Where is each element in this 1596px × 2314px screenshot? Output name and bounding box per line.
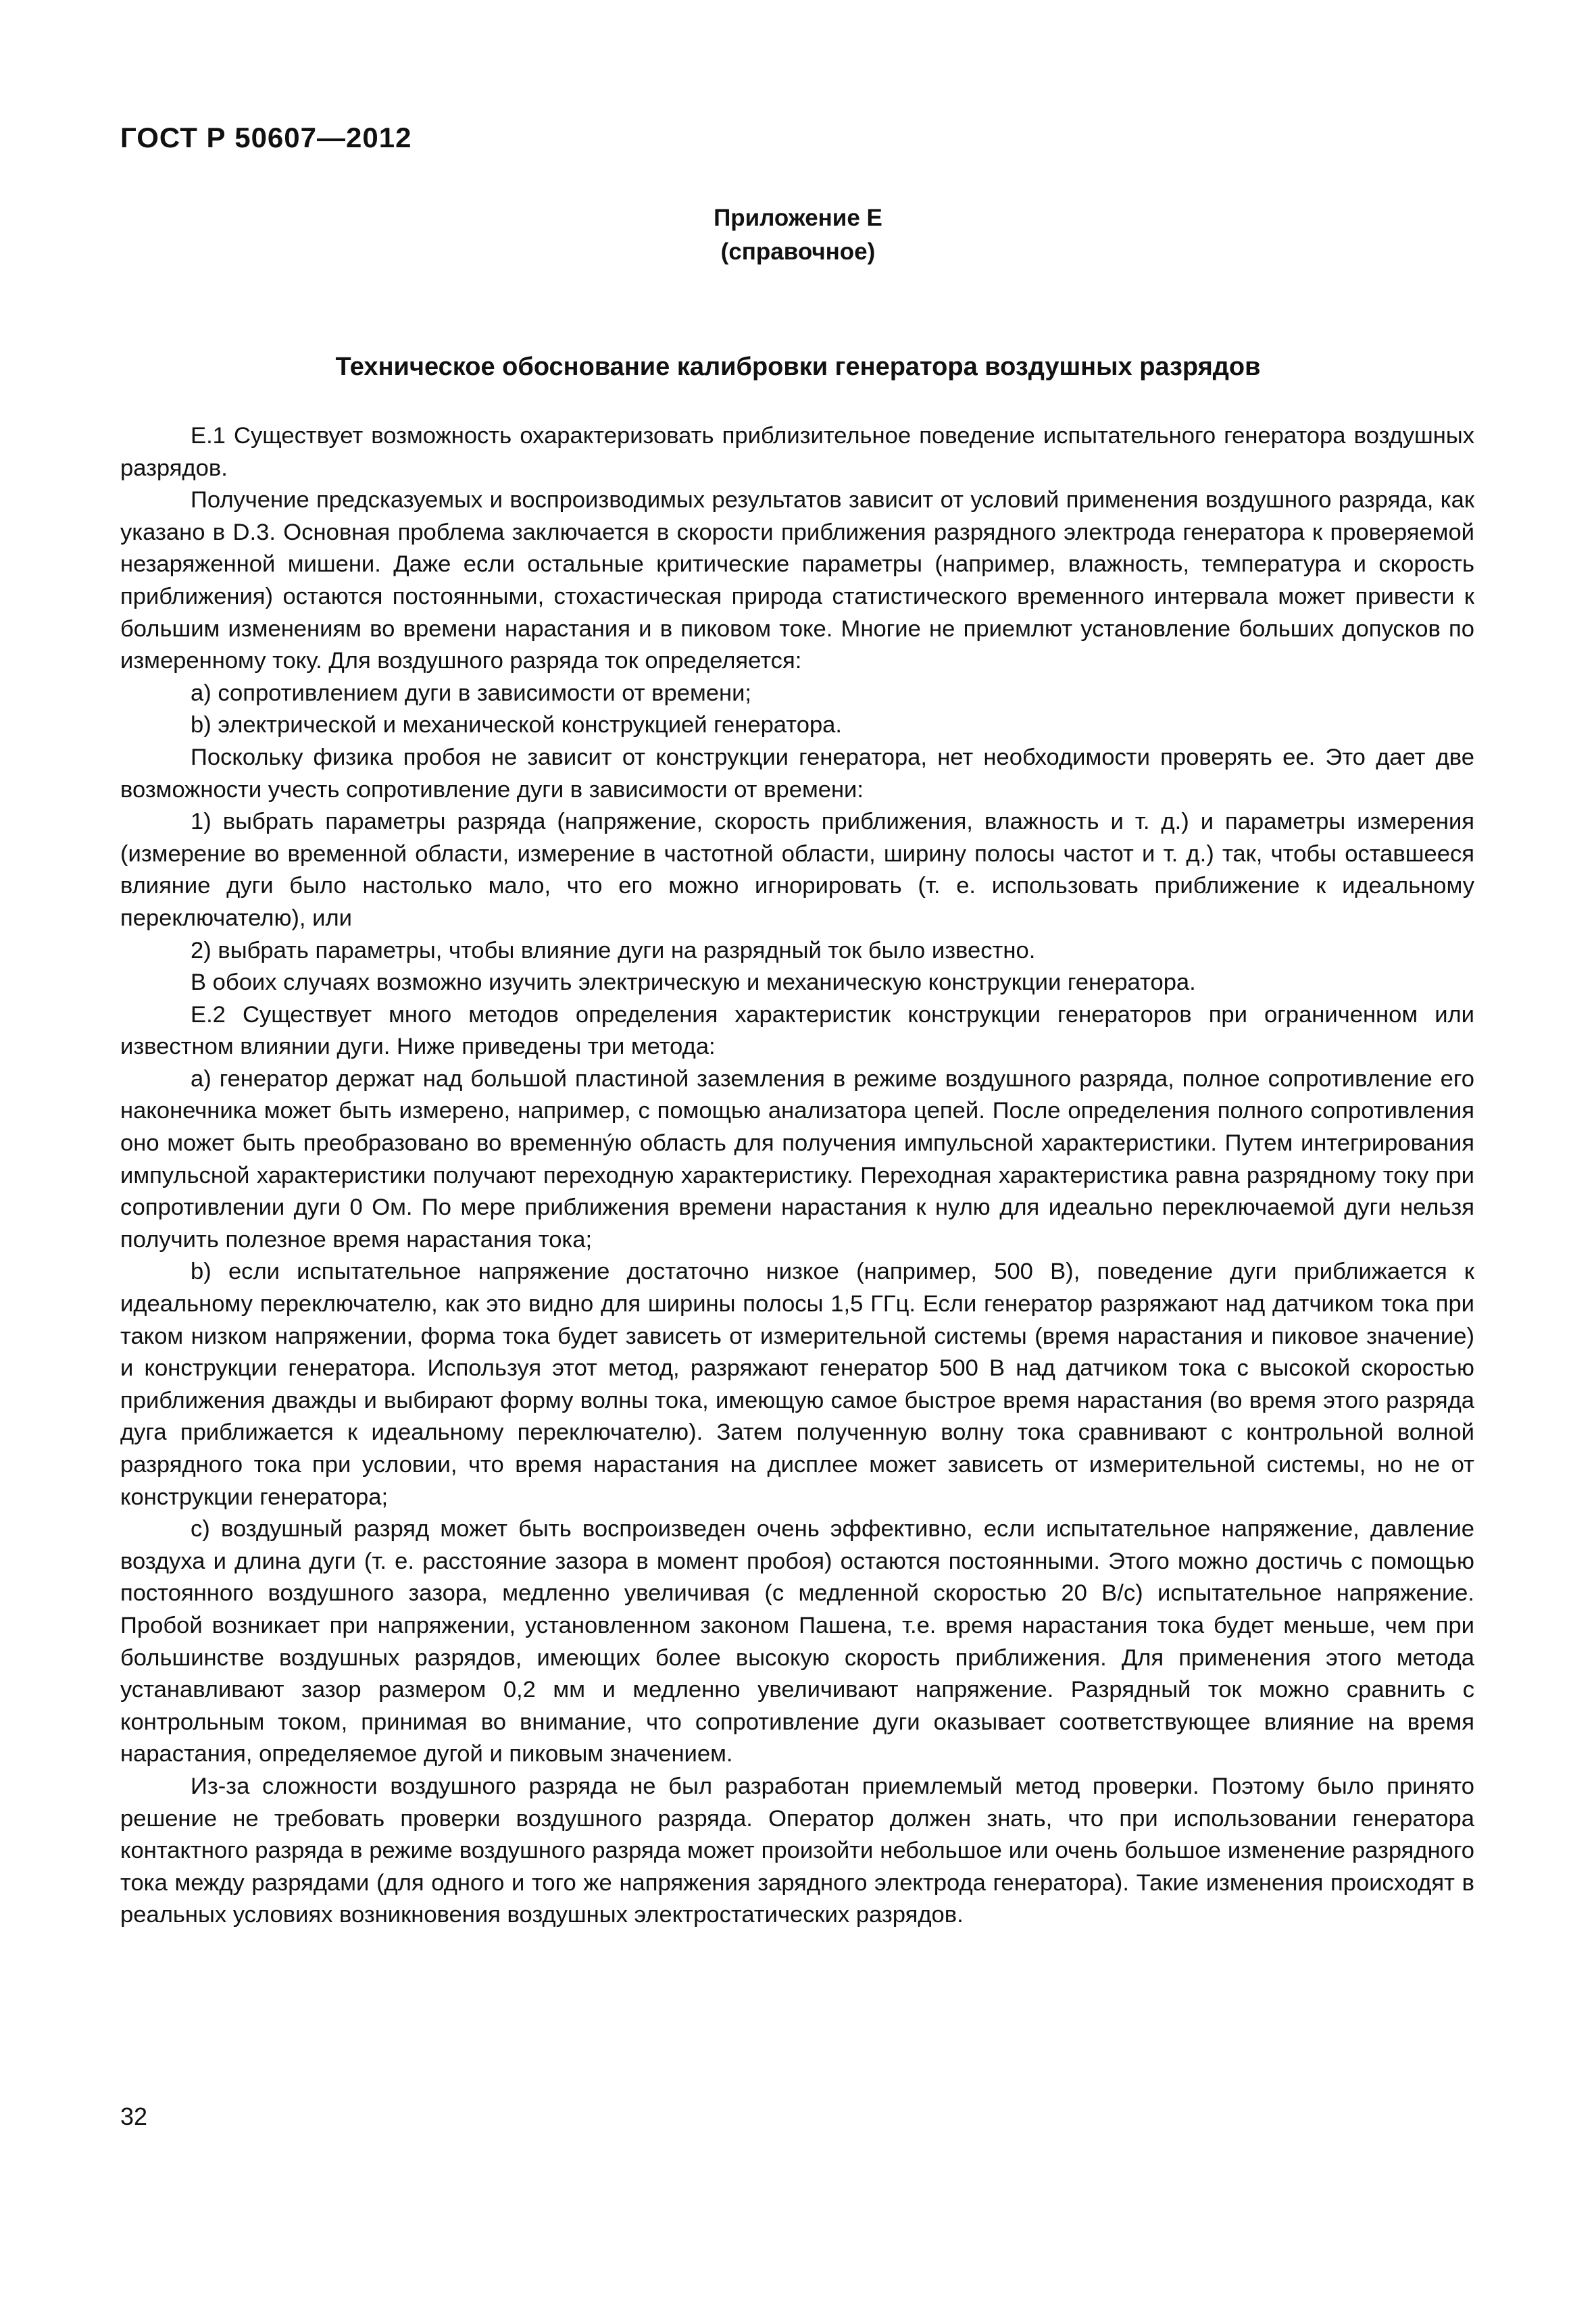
paragraph-conclusion: Из-за сложности воздушного разряда не был разработан приемлемый метод проверки. Поэтому было принято решение не требовать проверки воздушного разряда. Оператор должен знать, что при использовании генератора контактного разряда в режиме воздушного разряда может произойти небольшое или очень большое изменение разрядного тока между разрядами (для одного и того же напряжения зарядного электрода генератора). Такие изменения происходят в реальных условиях возникновения воздушных электростатических разрядов. (120, 1773, 1474, 1928)
section-title: Техническое обоснование калибровки генератора воздушных разрядов (335, 353, 1261, 381)
paragraph-conditions: Получение предсказуемых и воспроизводимых результатов зависит от условий применения воздушного разряда, как указано в D.3. Основная проблема заключается в скорости приближения разрядного электрода генератора к проверяемой незаряженной мишени. Даже если остальные критические параметры (например, влажность, температура и скорость приближения) остаются постоянными, стохастическая природа статистического временного интервала может привести к большим изменениям во времени нарастания и в пиковом токе. Многие не приемлют установление больших допусков по измеренному току. Для воздушного разряда ток определяется: (120, 487, 1474, 674)
page-number: 32 (120, 2103, 148, 2130)
paragraph-physics: Поскольку физика пробоя не зависит от конструкции генератора, нет необходимости проверять ее. Это дает две возможности учесть сопротивление дуги в зависимости от времени: (120, 744, 1474, 803)
method-c: c) воздушный разряд может быть воспроизведен очень эффективно, если испытательное напряжение, давление воздуха и длина дуги (т. е. расстояние зазора в момент пробоя) остаются постоянными. Этого можно достичь с помощью постоянного воздушного зазора, медленно увеличивая (с медленной скоростью 20 В/с) испытательное напряжение. Пробой возникает при напряжении, установленном законом Пашена, т.е. время нарастания тока будет меньше, чем при большинстве воздушных разрядов, имеющих более высокую скорость приближения. Для применения этого метода устанавливают зазор размером 0,2 мм и медленно увеличивают напряжение. Разрядный ток можно сравнить с контрольным током, принимая во внимание, что сопротивление дуги оказывает соответствующее влияние на время нарастания, определяемое дугой и пиковым значением. (120, 1516, 1474, 1767)
list-item-b-generator-design: b) электрической и механической конструкцией генератора. (191, 712, 843, 738)
paragraph-e2: Е.2 Существует много методов определения характеристик конструкции генераторов при ограниченном или известном влиянии дуги. Ниже приведены три метода: (120, 1001, 1474, 1060)
document-body (120, 420, 1474, 1932)
method-b: b) если испытательное напряжение достаточно низкое (например, 500 В), поведение дуги приближается к идеальному переключателю, как это видно для ширины полосы 1,5 ГГц. Если генератор разряжают над датчиком тока при таком низком напряжении, форма тока будет зависеть от измерительной системы (время нарастания и пиковое значение) и конструкции генератора. Используя этот метод, разряжают генератор 500 В над датчиком тока с высокой скоростью приближения дважды и выбирают форму волны тока, имеющую самое быстрое время нарастания (во время этого разряда дуга приближается к идеальному переключателю). Затем полученную волну тока сравнивают с контрольной волной разрядного тока при условии, что время нарастания на дисплее может зависеть от измерительной системы, но не от конструкции генератора; (120, 1259, 1474, 1510)
list-item-1-parameters: 1) выбрать параметры разряда (напряжение, скорость приближения, влажность и т. д.) и параметры измерения (измерение во временной области, измерение в частотной области, ширину полосы частот и т. д.) так, чтобы оставшееся влияние дуги было настолько мало, что его можно игнорировать (т. е. использовать приближение к идеальному переключателю), или (120, 809, 1474, 931)
paragraph-e1: Е.1 Существует возможность охарактеризовать приблизительное поведение испытательного генератора воздушных разрядов. (120, 423, 1474, 481)
list-item-a-arc-resistance: a) сопротивлением дуги в зависимости от времени; (191, 680, 752, 706)
appendix-type: (справочное) (720, 238, 876, 265)
standard-designation: ГОСТ Р 50607—2012 (120, 122, 412, 153)
appendix-label: Приложение Е (714, 205, 882, 231)
paragraph-both-cases: В обоих случаях возможно изучить электрическую и механическую конструкции генератора. (191, 970, 1196, 996)
appendix-heading (0, 201, 1596, 269)
list-item-2-parameters: 2) выбрать параметры, чтобы влияние дуги на разрядный ток было известно. (191, 937, 1036, 963)
method-a: a) генератор держат над большой пластиной заземления в режиме воздушного разряда, полное сопротивление его наконечника может быть измерено, например, с помощью анализатора цепей. После определения полного сопротивления оно может быть преобразовано во временну́ю область для получения импульсной характеристики. Путем интегрирования импульсной характеристики получают переходную характеристику. Переходная характеристика равна разрядному току при сопротивлении дуги 0 Ом. По мере приближения времени нарастания к нулю для идеально переключаемой дуги нельзя получить полезное время нарастания тока; (120, 1065, 1474, 1253)
